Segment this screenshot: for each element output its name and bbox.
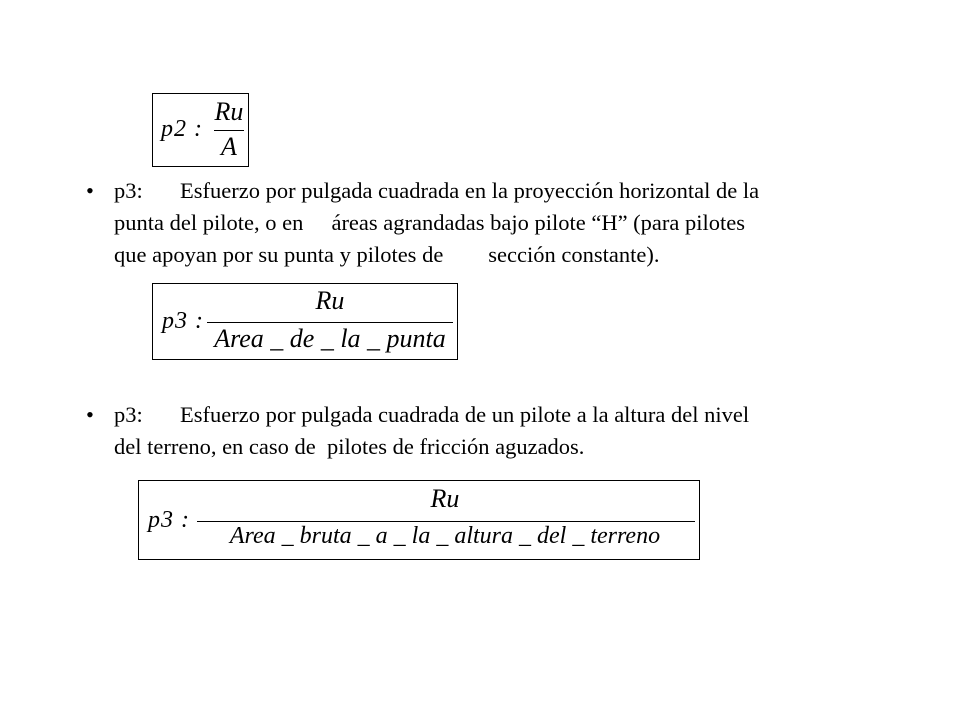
item-text-line: Esfuerzo por pulgada cuadrada de un pilote a la altura del nivel (180, 402, 750, 427)
formula-p2-denominator: A (221, 132, 237, 161)
formula-p3-punta-fraction-bar (207, 322, 453, 323)
formula-p2-box (152, 93, 249, 167)
formula-p3-punta-lhs: p3 : (162, 308, 204, 334)
item-label: p3: (114, 402, 143, 427)
bullet-item-1 (86, 175, 946, 275)
formula-p3-punta-box (152, 283, 458, 360)
formula-p3-bruta-lhs: p3 : (148, 507, 190, 533)
item-text-line: del terreno, en caso de pilotes de fricción aguzados. (114, 434, 585, 459)
bullet-dot: • (86, 178, 94, 203)
formula-p3-punta-denominator: Area _ de _ la _ punta (214, 324, 446, 353)
formula-p3-bruta-fraction-bar (197, 521, 695, 522)
formula-p3-bruta-denominator: Area _ bruta _ a _ la _ altura _ del _ terreno (229, 523, 661, 549)
formula-p2-fraction-bar (214, 130, 244, 131)
formula-p3-bruta-box (138, 480, 700, 560)
item-text-line: punta del pilote, o en áreas agrandadas bajo pilote “H” (para pilotes (114, 210, 746, 235)
bullet-dot: • (86, 402, 94, 427)
formula-p3-punta-numerator: Ru (315, 286, 345, 315)
item-label: p3: (114, 178, 143, 203)
formula-p2-lhs: p2 : (161, 116, 203, 142)
bullet-item-2 (86, 399, 946, 469)
formula-p3-bruta-numerator: Ru (430, 484, 460, 513)
item-text-line: que apoyan por su punta y pilotes de sección constante). (114, 242, 660, 267)
item-text-line: Esfuerzo por pulgada cuadrada en la proyección horizontal de la (180, 178, 760, 203)
formula-p2-numerator: Ru (214, 97, 244, 126)
